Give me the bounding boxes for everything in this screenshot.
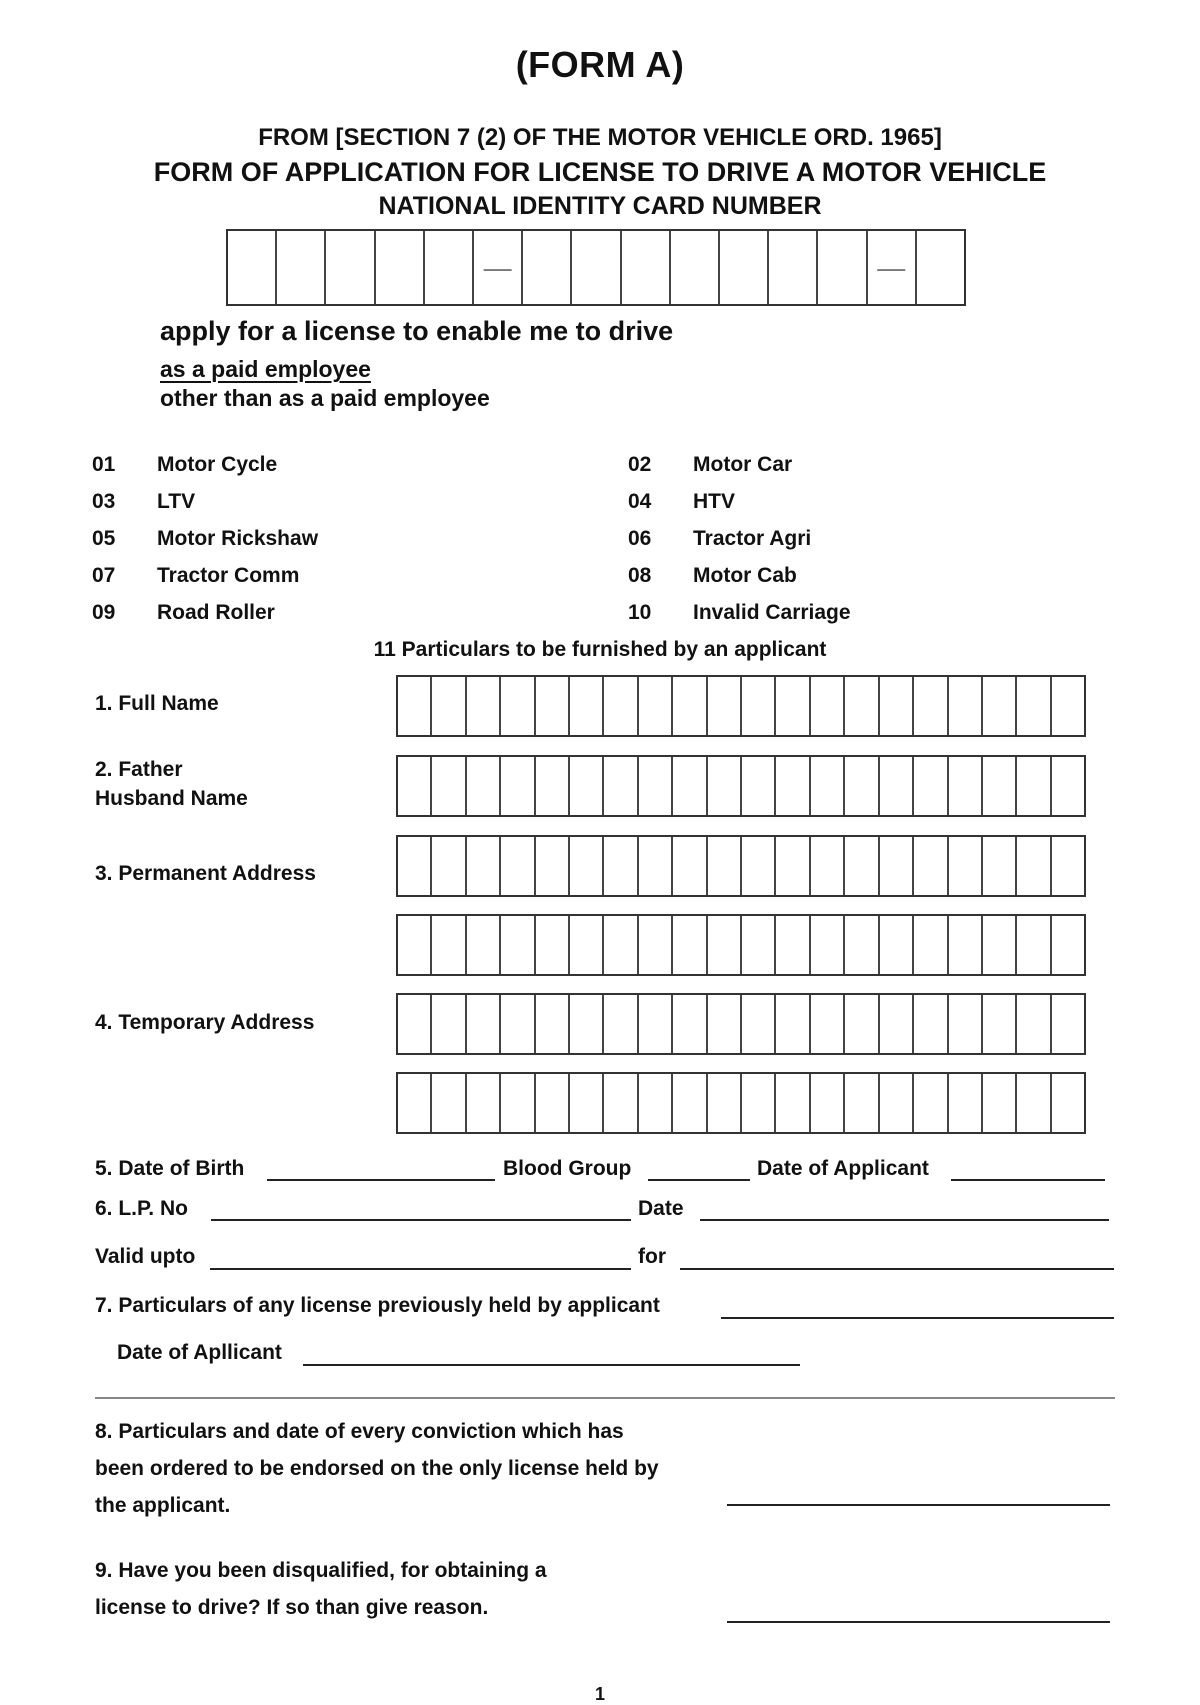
character-box[interactable]	[1017, 995, 1051, 1053]
valid-upto-label: Valid upto	[95, 1245, 196, 1268]
character-box[interactable]	[708, 995, 742, 1053]
lp-date-label: Date	[638, 1197, 684, 1220]
character-box[interactable]	[708, 837, 742, 895]
temporary-address-label: 4. Temporary Address	[95, 1011, 315, 1034]
nic-separator-box	[868, 231, 917, 304]
lp-no-label: 6. L.P. No	[95, 1197, 188, 1220]
date-of-applicant-2-label: Date of Apllicant	[117, 1341, 282, 1364]
character-box[interactable]	[639, 837, 673, 895]
character-box[interactable]	[1017, 1074, 1051, 1132]
vehicle-number: 08	[628, 564, 652, 587]
character-box[interactable]	[673, 757, 707, 815]
question-8-line3: the applicant.	[95, 1494, 231, 1517]
character-box[interactable]	[1052, 837, 1084, 895]
character-box[interactable]	[570, 1074, 604, 1132]
character-box[interactable]	[742, 837, 776, 895]
for-label: for	[638, 1245, 666, 1268]
character-box[interactable]	[811, 677, 845, 735]
character-box[interactable]	[673, 916, 707, 974]
character-box[interactable]	[845, 995, 879, 1053]
father-label: 2. Father	[95, 758, 183, 781]
question-9-answer-field[interactable]	[727, 1621, 1110, 1623]
form-title: (FORM A)	[515, 44, 685, 85]
character-box[interactable]	[398, 757, 432, 815]
question-9-line1: 9. Have you been disqualified, for obtaining a	[95, 1559, 547, 1582]
apply-statement: apply for a license to enable me to drive	[160, 316, 674, 346]
question-8-line1: 8. Particulars and date of every conviction which has	[95, 1420, 624, 1443]
lp-no-field[interactable]	[211, 1219, 631, 1221]
dob-field[interactable]	[267, 1179, 495, 1181]
character-box[interactable]	[570, 916, 604, 974]
vehicle-name[interactable]: LTV	[157, 490, 196, 513]
character-box[interactable]	[742, 916, 776, 974]
date-of-applicant-label: Date of Applicant	[757, 1157, 929, 1180]
character-box[interactable]	[708, 1074, 742, 1132]
character-box[interactable]	[501, 757, 535, 815]
character-box[interactable]	[604, 757, 638, 815]
character-box[interactable]	[742, 1074, 776, 1132]
character-box[interactable]	[949, 916, 983, 974]
character-box[interactable]	[536, 677, 570, 735]
character-box[interactable]	[845, 837, 879, 895]
character-box[interactable]	[570, 995, 604, 1053]
date-of-applicant-field[interactable]	[951, 1179, 1105, 1181]
character-box[interactable]	[811, 837, 845, 895]
character-box[interactable]	[742, 677, 776, 735]
nic-number-field[interactable]	[226, 229, 966, 306]
nic-dash: —	[877, 251, 906, 283]
permanent-address-label: 3. Permanent Address	[95, 862, 316, 885]
character-box[interactable]	[880, 1074, 914, 1132]
character-box[interactable]	[604, 916, 638, 974]
vehicle-number: 10	[628, 601, 652, 624]
character-box[interactable]	[467, 916, 501, 974]
character-box[interactable]	[432, 837, 466, 895]
character-box[interactable]	[1052, 995, 1084, 1053]
option-paid-employee[interactable]: as a paid employee	[160, 356, 371, 382]
character-box[interactable]	[845, 1074, 879, 1132]
nic-digit-box[interactable]	[818, 231, 867, 304]
blood-group-field[interactable]	[648, 1179, 750, 1181]
temporary-address-boxes-line1[interactable]	[396, 993, 1086, 1055]
lp-date-field[interactable]	[700, 1219, 1109, 1221]
character-box[interactable]	[983, 837, 1017, 895]
vehicle-name[interactable]: Invalid Carriage	[693, 601, 851, 624]
date-of-applicant-2-field[interactable]	[303, 1364, 800, 1366]
character-box[interactable]	[949, 677, 983, 735]
vehicle-number: 03	[92, 490, 116, 513]
character-box[interactable]	[432, 916, 466, 974]
character-box[interactable]	[639, 757, 673, 815]
character-box[interactable]	[708, 757, 742, 815]
character-box[interactable]	[570, 677, 604, 735]
character-box[interactable]	[467, 995, 501, 1053]
character-box[interactable]	[639, 677, 673, 735]
nic-separator-box	[474, 231, 523, 304]
character-box[interactable]	[398, 1074, 432, 1132]
character-box[interactable]	[1052, 1074, 1084, 1132]
character-box[interactable]	[742, 757, 776, 815]
character-box[interactable]	[776, 757, 810, 815]
nic-digit-box[interactable]	[671, 231, 720, 304]
character-box[interactable]	[983, 916, 1017, 974]
vehicle-name[interactable]: Tractor Comm	[157, 564, 300, 587]
character-box[interactable]	[880, 677, 914, 735]
full-name-boxes[interactable]	[396, 675, 1086, 737]
character-box[interactable]	[501, 916, 535, 974]
character-box[interactable]	[432, 995, 466, 1053]
character-box[interactable]	[776, 677, 810, 735]
character-box[interactable]	[845, 757, 879, 815]
nic-digit-box[interactable]	[622, 231, 671, 304]
option-other-than-paid[interactable]: other than as a paid employee	[160, 385, 490, 411]
character-box[interactable]	[845, 677, 879, 735]
character-box[interactable]	[880, 837, 914, 895]
vehicle-name[interactable]: Motor Car	[693, 453, 793, 476]
character-box[interactable]	[949, 1074, 983, 1132]
nic-digit-box[interactable]	[769, 231, 818, 304]
character-box[interactable]	[398, 916, 432, 974]
character-box[interactable]	[639, 995, 673, 1053]
character-box[interactable]	[811, 916, 845, 974]
character-box[interactable]	[1052, 757, 1084, 815]
nic-digit-box[interactable]	[376, 231, 425, 304]
character-box[interactable]	[776, 1074, 810, 1132]
character-box[interactable]	[570, 837, 604, 895]
character-box[interactable]	[776, 995, 810, 1053]
character-box[interactable]	[880, 916, 914, 974]
character-box[interactable]	[501, 995, 535, 1053]
vehicle-number: 09	[92, 601, 116, 624]
character-box[interactable]	[914, 995, 948, 1053]
nic-digit-box[interactable]	[523, 231, 572, 304]
character-box[interactable]	[536, 1074, 570, 1132]
nic-dash: —	[483, 251, 512, 283]
character-box[interactable]	[949, 995, 983, 1053]
vehicle-number: 06	[628, 527, 652, 550]
character-box[interactable]	[536, 995, 570, 1053]
character-box[interactable]	[708, 677, 742, 735]
vehicle-name[interactable]: Road Roller	[157, 601, 275, 624]
character-box[interactable]	[536, 837, 570, 895]
character-box[interactable]	[742, 995, 776, 1053]
nic-digit-box[interactable]	[917, 231, 964, 304]
nic-digit-box[interactable]	[720, 231, 769, 304]
character-box[interactable]	[536, 757, 570, 815]
husband-name-label: Husband Name	[95, 787, 248, 810]
character-box[interactable]	[467, 837, 501, 895]
character-box[interactable]	[708, 916, 742, 974]
character-box[interactable]	[467, 677, 501, 735]
character-box[interactable]	[501, 1074, 535, 1132]
temporary-address-boxes-line2[interactable]	[396, 1072, 1086, 1134]
character-box[interactable]	[983, 757, 1017, 815]
character-box[interactable]	[639, 1074, 673, 1132]
character-box[interactable]	[949, 837, 983, 895]
vehicle-name[interactable]: Motor Cab	[693, 564, 797, 587]
nic-digit-box[interactable]	[228, 231, 277, 304]
character-box[interactable]	[673, 837, 707, 895]
character-box[interactable]	[983, 995, 1017, 1053]
character-box[interactable]	[673, 1074, 707, 1132]
nic-digit-box[interactable]	[425, 231, 474, 304]
character-box[interactable]	[776, 837, 810, 895]
character-box[interactable]	[880, 995, 914, 1053]
character-box[interactable]	[604, 1074, 638, 1132]
character-box[interactable]	[398, 677, 432, 735]
valid-upto-field[interactable]	[210, 1268, 631, 1270]
vehicle-name[interactable]: Tractor Agri	[693, 527, 812, 550]
vehicle-number: 04	[628, 490, 652, 513]
character-box[interactable]	[811, 757, 845, 815]
vehicle-number: 02	[628, 453, 652, 476]
vehicle-number: 07	[92, 564, 116, 587]
character-box[interactable]	[776, 916, 810, 974]
character-box[interactable]	[536, 916, 570, 974]
character-box[interactable]	[914, 677, 948, 735]
character-box[interactable]	[432, 677, 466, 735]
previous-license-field[interactable]	[721, 1317, 1114, 1319]
character-box[interactable]	[604, 995, 638, 1053]
character-box[interactable]	[983, 677, 1017, 735]
character-box[interactable]	[398, 837, 432, 895]
character-box[interactable]	[604, 837, 638, 895]
question-9-line2: license to drive? If so than give reason.	[95, 1596, 489, 1619]
permanent-address-boxes-line1[interactable]	[396, 835, 1086, 897]
valid-for-field[interactable]	[680, 1268, 1114, 1270]
form-name: FORM OF APPLICATION FOR LICENSE TO DRIVE A MOTOR VEHICLE	[153, 157, 1047, 187]
permanent-address-boxes-line2[interactable]	[396, 914, 1086, 976]
character-box[interactable]	[914, 837, 948, 895]
character-box[interactable]	[1017, 837, 1051, 895]
character-box[interactable]	[983, 1074, 1017, 1132]
character-box[interactable]	[1052, 677, 1084, 735]
character-box[interactable]	[673, 995, 707, 1053]
character-box[interactable]	[845, 916, 879, 974]
vehicle-name[interactable]: Motor Rickshaw	[157, 527, 319, 550]
question-8-line2: been ordered to be endorsed on the only license held by	[95, 1457, 659, 1480]
section-divider	[95, 1397, 1115, 1399]
vehicle-name[interactable]: HTV	[693, 490, 735, 513]
character-box[interactable]	[467, 1074, 501, 1132]
character-box[interactable]	[880, 757, 914, 815]
character-box[interactable]	[398, 995, 432, 1053]
nic-digit-box[interactable]	[572, 231, 621, 304]
vehicle-number: 01	[92, 453, 116, 476]
character-box[interactable]	[570, 757, 604, 815]
character-box[interactable]	[914, 757, 948, 815]
character-box[interactable]	[501, 837, 535, 895]
nic-digit-box[interactable]	[277, 231, 326, 304]
section-reference: FROM [SECTION 7 (2) OF THE MOTOR VEHICLE ORD. 1965]	[258, 124, 942, 151]
question-8-answer-field[interactable]	[727, 1504, 1110, 1506]
nic-label: NATIONAL IDENTITY CARD NUMBER	[378, 192, 822, 220]
previous-license-label: 7. Particulars of any license previously held by applicant	[95, 1294, 660, 1317]
page-number: 1	[594, 1684, 605, 1704]
character-box[interactable]	[432, 757, 466, 815]
character-box[interactable]	[673, 677, 707, 735]
character-box[interactable]	[914, 916, 948, 974]
blood-group-label: Blood Group	[503, 1157, 632, 1180]
character-box[interactable]	[639, 916, 673, 974]
character-box[interactable]	[501, 677, 535, 735]
particulars-heading: 11 Particulars to be furnished by an applicant	[373, 638, 827, 661]
character-box[interactable]	[604, 677, 638, 735]
nic-digit-box[interactable]	[326, 231, 375, 304]
dob-label: 5. Date of Birth	[95, 1157, 245, 1180]
character-box[interactable]	[1017, 757, 1051, 815]
character-box[interactable]	[432, 1074, 466, 1132]
character-box[interactable]	[949, 757, 983, 815]
father-husband-name-boxes[interactable]	[396, 755, 1086, 817]
character-box[interactable]	[811, 1074, 845, 1132]
character-box[interactable]	[811, 995, 845, 1053]
vehicle-name[interactable]: Motor Cycle	[157, 453, 278, 476]
character-box[interactable]	[467, 757, 501, 815]
character-box[interactable]	[1017, 916, 1051, 974]
character-box[interactable]	[1017, 677, 1051, 735]
character-box[interactable]	[1052, 916, 1084, 974]
vehicle-number: 05	[92, 527, 116, 550]
character-box[interactable]	[914, 1074, 948, 1132]
full-name-label: 1. Full Name	[95, 692, 219, 715]
